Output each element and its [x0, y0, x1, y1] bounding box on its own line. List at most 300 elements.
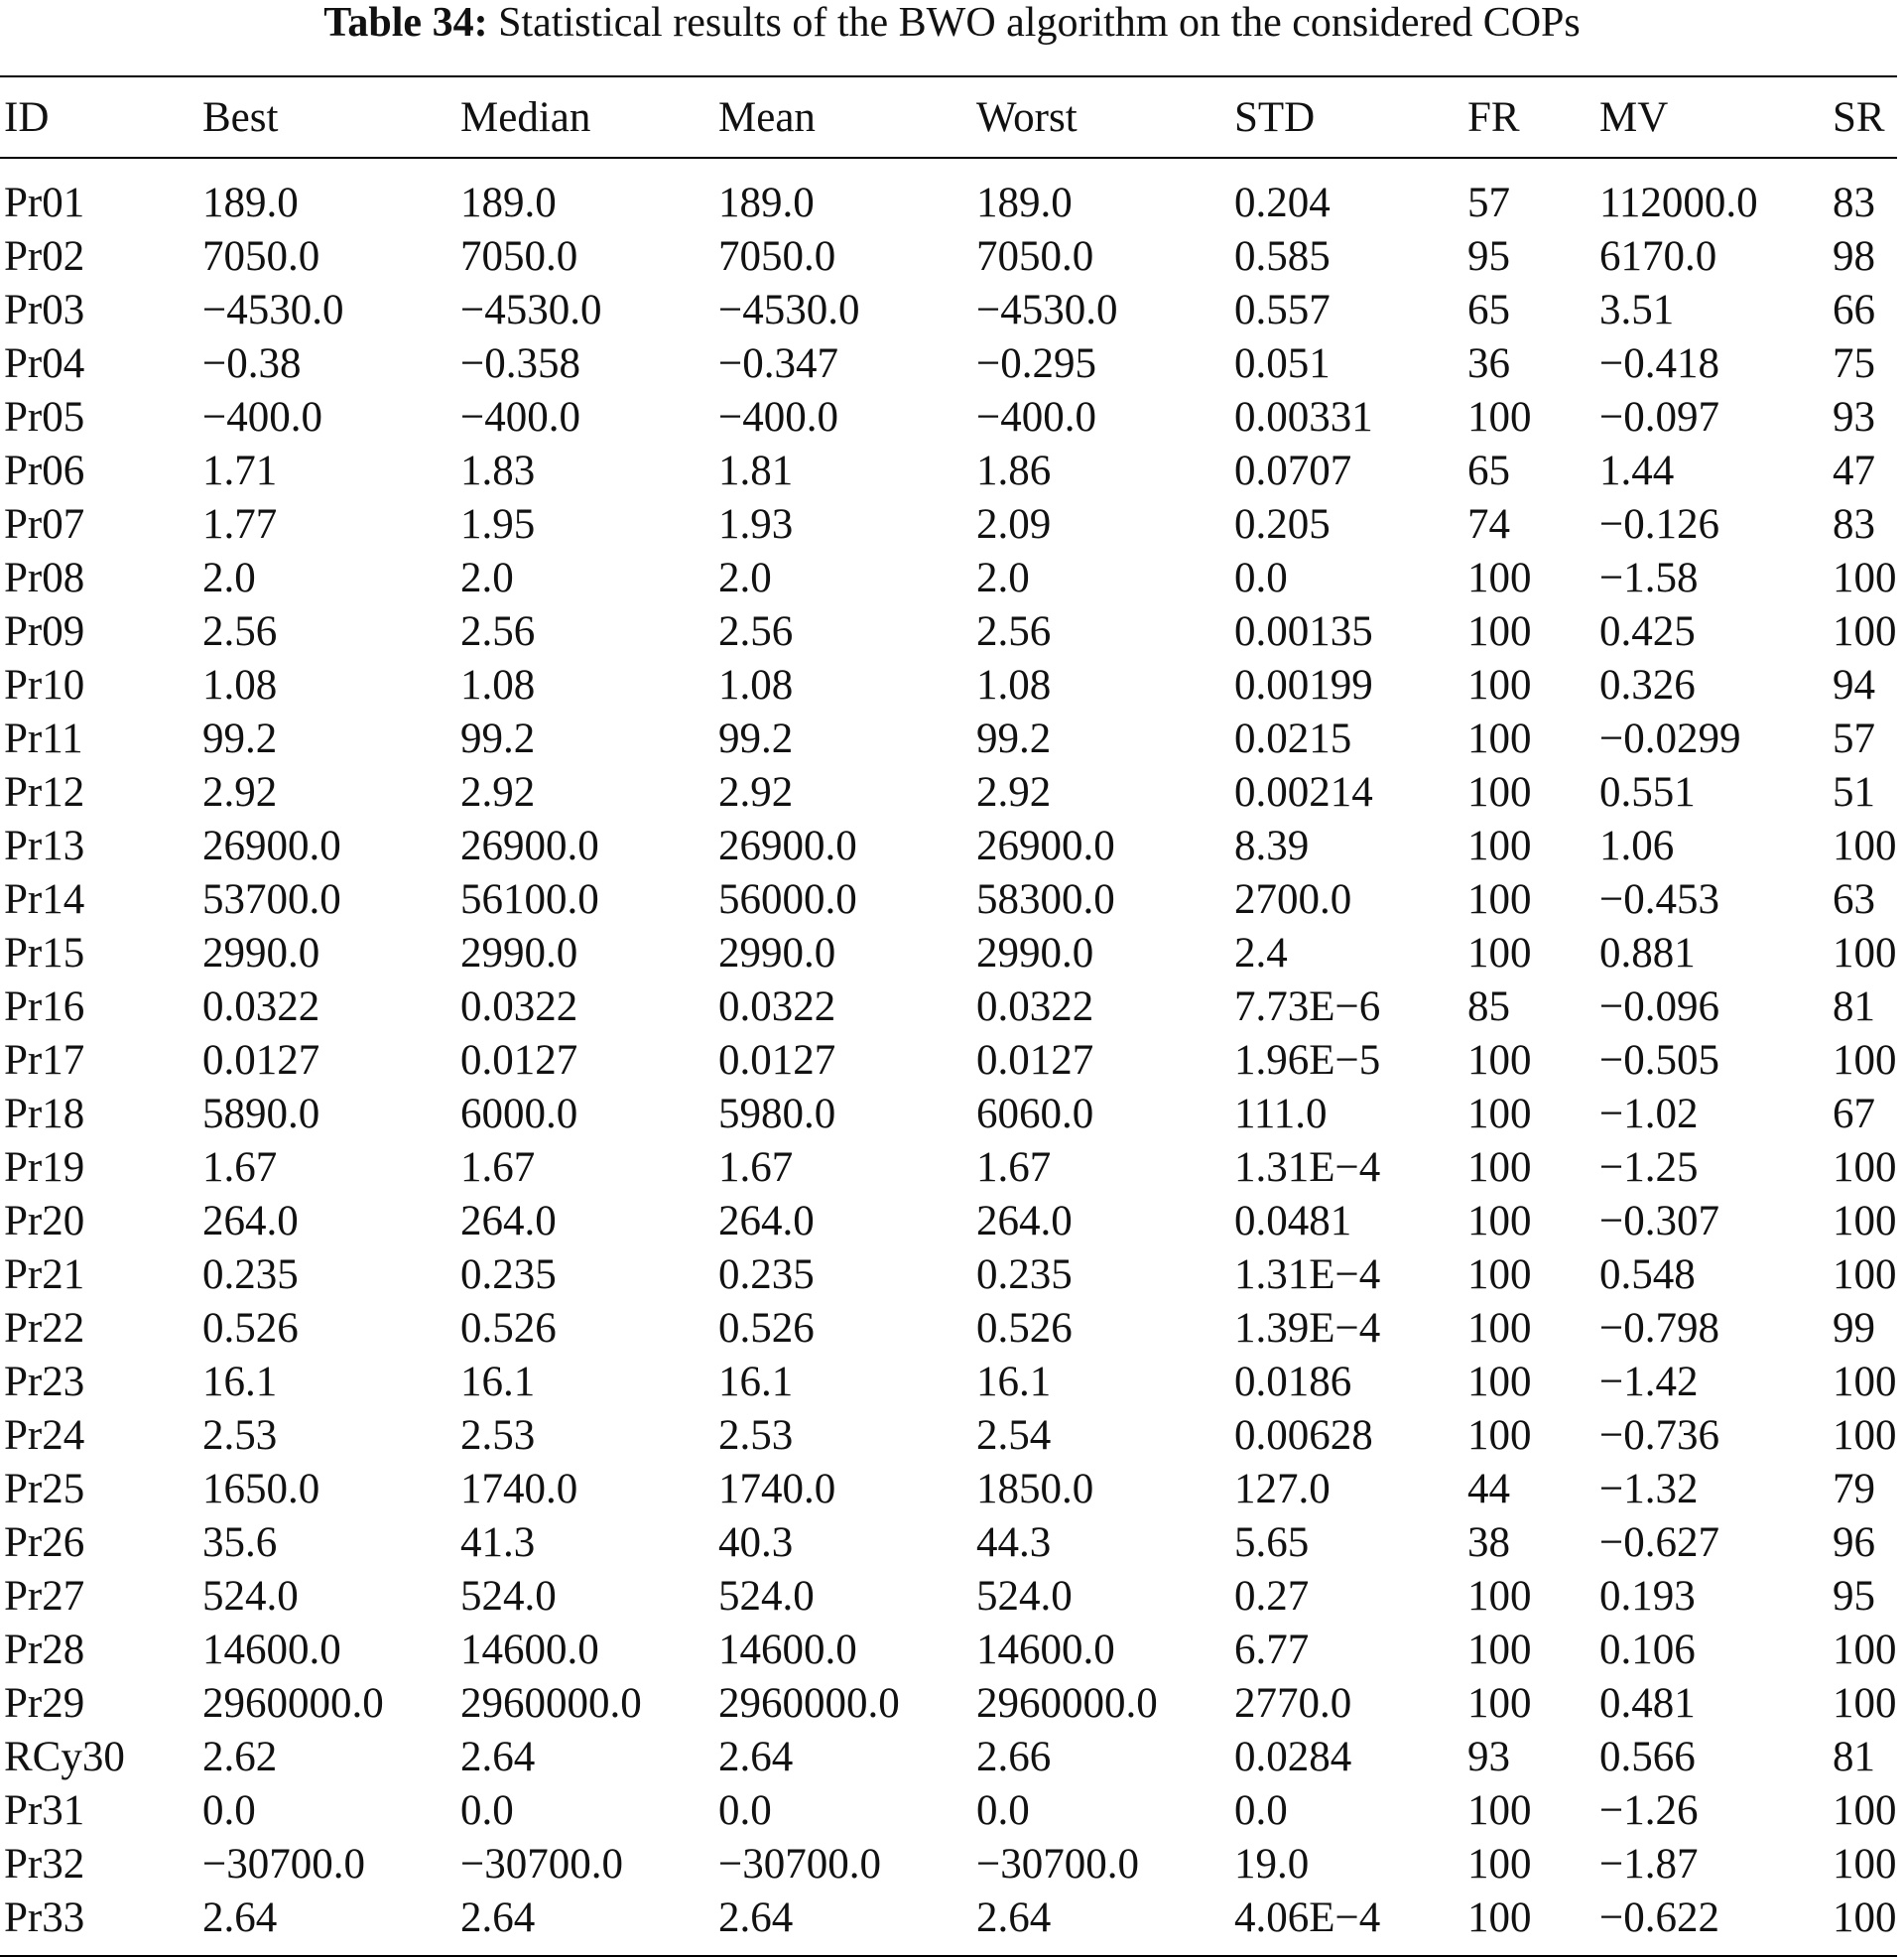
- cell-std: 111.0: [1234, 1091, 1328, 1137]
- cell-std: 1.96E−5: [1234, 1037, 1381, 1084]
- table-row: [0, 873, 1897, 927]
- table-row: [0, 1356, 1897, 1409]
- cell-id: Pr22: [4, 1305, 85, 1352]
- cell-fr: 100: [1467, 662, 1532, 709]
- cell-best: 2.0: [202, 555, 256, 601]
- cell-id: Pr12: [4, 769, 85, 816]
- cell-mean: 0.526: [718, 1305, 815, 1352]
- cell-id: Pr21: [4, 1251, 85, 1298]
- cell-best: 35.6: [202, 1519, 278, 1566]
- cell-id: RCy30: [4, 1734, 125, 1780]
- cell-fr: 57: [1467, 180, 1510, 226]
- cell-worst: 0.526: [976, 1305, 1073, 1352]
- cell-fr: 100: [1467, 1198, 1532, 1244]
- cell-sr: 100: [1833, 823, 1897, 869]
- cell-median: −30700.0: [460, 1841, 624, 1888]
- cell-mean: 5980.0: [718, 1091, 836, 1137]
- table-row: [0, 1248, 1897, 1302]
- cell-median: 26900.0: [460, 823, 599, 869]
- cell-sr: 99: [1833, 1305, 1875, 1352]
- cell-fr: 100: [1467, 1251, 1532, 1298]
- cell-median: 0.0322: [460, 983, 578, 1030]
- table-row: [0, 1302, 1897, 1356]
- cell-id: Pr29: [4, 1680, 85, 1727]
- cell-sr: 100: [1833, 1037, 1897, 1084]
- cell-best: 2990.0: [202, 930, 320, 977]
- cell-sr: 79: [1833, 1466, 1875, 1512]
- cell-std: 0.00214: [1234, 769, 1373, 816]
- cell-mv: 1.06: [1599, 823, 1675, 869]
- table-row: [0, 820, 1897, 873]
- cell-id: Pr09: [4, 608, 85, 655]
- cell-mean: 0.235: [718, 1251, 815, 1298]
- cell-fr: 65: [1467, 448, 1510, 494]
- cell-mv: 1.44: [1599, 448, 1675, 494]
- cell-worst: 1850.0: [976, 1466, 1094, 1512]
- cell-mean: 99.2: [718, 716, 794, 762]
- cell-sr: 95: [1833, 1573, 1875, 1620]
- cell-std: 0.00628: [1234, 1412, 1373, 1459]
- cell-best: 2960000.0: [202, 1680, 384, 1727]
- cell-id: Pr07: [4, 501, 85, 548]
- cell-fr: 74: [1467, 501, 1510, 548]
- cell-best: 53700.0: [202, 876, 341, 923]
- cell-mv: −0.307: [1599, 1198, 1720, 1244]
- cell-std: 6.77: [1234, 1627, 1310, 1673]
- cell-fr: 100: [1467, 1894, 1532, 1941]
- cell-fr: 85: [1467, 983, 1510, 1030]
- cell-worst: 2990.0: [976, 930, 1094, 977]
- cell-id: Pr11: [4, 716, 83, 762]
- cell-median: 7050.0: [460, 233, 578, 280]
- cell-mean: 14600.0: [718, 1627, 857, 1673]
- cell-sr: 100: [1833, 608, 1897, 655]
- cell-mv: −0.126: [1599, 501, 1720, 548]
- cell-mean: 189.0: [718, 180, 815, 226]
- cell-best: 14600.0: [202, 1627, 341, 1673]
- cell-std: 0.0284: [1234, 1734, 1352, 1780]
- cell-median: 2.56: [460, 608, 536, 655]
- cell-mean: 1.81: [718, 448, 794, 494]
- cell-sr: 100: [1833, 1627, 1897, 1673]
- cell-id: Pr27: [4, 1573, 85, 1620]
- cell-worst: 2.64: [976, 1894, 1052, 1941]
- cell-mv: 0.193: [1599, 1573, 1696, 1620]
- cell-id: Pr02: [4, 233, 85, 280]
- cell-std: 0.0481: [1234, 1198, 1352, 1244]
- cell-best: −4530.0: [202, 287, 344, 333]
- cell-mean: −4530.0: [718, 287, 860, 333]
- cell-median: 1.95: [460, 501, 536, 548]
- cell-id: Pr24: [4, 1412, 85, 1459]
- cell-fr: 100: [1467, 1787, 1532, 1834]
- cell-fr: 100: [1467, 1144, 1532, 1191]
- cell-std: 0.585: [1234, 233, 1331, 280]
- cell-id: Pr03: [4, 287, 85, 333]
- cell-worst: −0.295: [976, 340, 1097, 387]
- cell-sr: 100: [1833, 1680, 1897, 1727]
- cell-mean: 2.56: [718, 608, 794, 655]
- cell-worst: 2.66: [976, 1734, 1052, 1780]
- cell-best: −0.38: [202, 340, 302, 387]
- table-row: [0, 445, 1897, 498]
- header-row: [0, 76, 1897, 158]
- cell-worst: 264.0: [976, 1198, 1073, 1244]
- cell-mean: 40.3: [718, 1519, 794, 1566]
- cell-median: 0.235: [460, 1251, 557, 1298]
- cell-fr: 100: [1467, 930, 1532, 977]
- cell-sr: 66: [1833, 287, 1875, 333]
- table-row: [0, 605, 1897, 659]
- cell-sr: 51: [1833, 769, 1875, 816]
- cell-mean: 0.0127: [718, 1037, 836, 1084]
- cell-mv: −0.0299: [1599, 716, 1741, 762]
- cell-best: 1.67: [202, 1144, 278, 1191]
- cell-id: Pr15: [4, 930, 85, 977]
- cell-worst: 58300.0: [976, 876, 1115, 923]
- cell-sr: 100: [1833, 1412, 1897, 1459]
- cell-std: 127.0: [1234, 1466, 1331, 1512]
- cell-fr: 100: [1467, 555, 1532, 601]
- cell-mean: 16.1: [718, 1359, 794, 1405]
- cell-fr: 36: [1467, 340, 1510, 387]
- table-row: [0, 1088, 1897, 1141]
- cell-fr: 100: [1467, 1037, 1532, 1084]
- cell-mean: 1.08: [718, 662, 794, 709]
- cell-worst: −4530.0: [976, 287, 1118, 333]
- cell-fr: 100: [1467, 876, 1532, 923]
- cell-mv: −0.097: [1599, 394, 1720, 441]
- header-id: ID: [4, 93, 50, 141]
- cell-sr: 100: [1833, 1251, 1897, 1298]
- cell-fr: 100: [1467, 608, 1532, 655]
- table-header: [0, 76, 1897, 158]
- cell-median: 99.2: [460, 716, 536, 762]
- cell-sr: 100: [1833, 1144, 1897, 1191]
- cell-std: 0.051: [1234, 340, 1331, 387]
- cell-id: Pr26: [4, 1519, 85, 1566]
- cell-mv: −0.622: [1599, 1894, 1720, 1941]
- cell-fr: 100: [1467, 716, 1532, 762]
- cell-std: 4.06E−4: [1234, 1894, 1381, 1941]
- cell-std: 0.27: [1234, 1573, 1310, 1620]
- cell-id: Pr14: [4, 876, 85, 923]
- cell-std: 7.73E−6: [1234, 983, 1381, 1030]
- cell-best: 2.62: [202, 1734, 278, 1780]
- cell-best: 0.0127: [202, 1037, 320, 1084]
- cell-mv: 0.481: [1599, 1680, 1696, 1727]
- cell-mv: 6170.0: [1599, 233, 1717, 280]
- cell-mv: −0.798: [1599, 1305, 1720, 1352]
- cell-mv: −1.02: [1599, 1091, 1699, 1137]
- cell-fr: 100: [1467, 1359, 1532, 1405]
- header-fr: FR: [1467, 93, 1520, 141]
- cell-mv: −0.736: [1599, 1412, 1720, 1459]
- cell-mean: 2.64: [718, 1894, 794, 1941]
- cell-mean: 26900.0: [718, 823, 857, 869]
- cell-sr: 100: [1833, 1841, 1897, 1888]
- cell-mean: −30700.0: [718, 1841, 882, 1888]
- table-row: [0, 1034, 1897, 1088]
- cell-median: −4530.0: [460, 287, 602, 333]
- cell-median: 0.526: [460, 1305, 557, 1352]
- cell-median: 2.64: [460, 1894, 536, 1941]
- table-caption: [0, 0, 1904, 50]
- cell-worst: 2.0: [976, 555, 1030, 601]
- cell-mv: 0.326: [1599, 662, 1696, 709]
- cell-worst: 2.54: [976, 1412, 1052, 1459]
- cell-sr: 81: [1833, 983, 1875, 1030]
- cell-std: 0.0215: [1234, 716, 1352, 762]
- cell-fr: 100: [1467, 1573, 1532, 1620]
- cell-mv: −1.87: [1599, 1841, 1699, 1888]
- cell-median: 2.0: [460, 555, 514, 601]
- table-row: [0, 1516, 1897, 1570]
- cell-mv: 0.551: [1599, 769, 1696, 816]
- cell-median: 41.3: [460, 1519, 536, 1566]
- cell-fr: 100: [1467, 1627, 1532, 1673]
- cell-id: Pr05: [4, 394, 85, 441]
- table-row: [0, 659, 1897, 713]
- cell-fr: 100: [1467, 769, 1532, 816]
- cell-best: 2.92: [202, 769, 278, 816]
- cell-best: 1.71: [202, 448, 278, 494]
- cell-median: 1.08: [460, 662, 536, 709]
- header-best: Best: [202, 93, 279, 141]
- cell-best: 99.2: [202, 716, 278, 762]
- cell-id: Pr32: [4, 1841, 85, 1888]
- cell-sr: 100: [1833, 930, 1897, 977]
- cell-median: 2.53: [460, 1412, 536, 1459]
- cell-median: 1.83: [460, 448, 536, 494]
- cell-worst: 0.235: [976, 1251, 1073, 1298]
- cell-sr: 75: [1833, 340, 1875, 387]
- cell-mean: 7050.0: [718, 233, 836, 280]
- cell-best: 16.1: [202, 1359, 278, 1405]
- cell-sr: 47: [1833, 448, 1875, 494]
- table-body: [0, 158, 1897, 1956]
- cell-fr: 44: [1467, 1466, 1510, 1512]
- cell-mv: −0.505: [1599, 1037, 1720, 1084]
- cell-best: 1650.0: [202, 1466, 320, 1512]
- cell-id: Pr04: [4, 340, 85, 387]
- table-row: [0, 1677, 1897, 1731]
- header-worst: Worst: [976, 93, 1078, 141]
- table-row: [0, 1892, 1897, 1956]
- cell-median: 0.0: [460, 1787, 514, 1834]
- cell-mv: 0.425: [1599, 608, 1696, 655]
- cell-id: Pr23: [4, 1359, 85, 1405]
- cell-id: Pr28: [4, 1627, 85, 1673]
- cell-id: Pr18: [4, 1091, 85, 1137]
- table-row: [0, 713, 1897, 766]
- table-row: [0, 927, 1897, 980]
- cell-mean: 1.93: [718, 501, 794, 548]
- cell-std: 0.0186: [1234, 1359, 1352, 1405]
- cell-worst: 2.09: [976, 501, 1052, 548]
- cell-std: 0.00331: [1234, 394, 1373, 441]
- table-row: [0, 552, 1897, 605]
- cell-best: 7050.0: [202, 233, 320, 280]
- cell-std: 2700.0: [1234, 876, 1352, 923]
- cell-mean: 0.0: [718, 1787, 772, 1834]
- cell-median: −0.358: [460, 340, 581, 387]
- cell-std: 0.00135: [1234, 608, 1373, 655]
- cell-std: 0.204: [1234, 180, 1331, 226]
- cell-worst: 7050.0: [976, 233, 1094, 280]
- cell-std: 1.39E−4: [1234, 1305, 1381, 1352]
- cell-best: 189.0: [202, 180, 299, 226]
- header-median: Median: [460, 93, 591, 141]
- cell-worst: 6060.0: [976, 1091, 1094, 1137]
- cell-std: 0.557: [1234, 287, 1331, 333]
- cell-median: 2990.0: [460, 930, 578, 977]
- cell-fr: 65: [1467, 287, 1510, 333]
- table-row: [0, 1731, 1897, 1784]
- cell-median: 1740.0: [460, 1466, 578, 1512]
- cell-id: Pr01: [4, 180, 85, 226]
- cell-std: 0.0: [1234, 555, 1288, 601]
- header-mean: Mean: [718, 93, 816, 141]
- cell-sr: 98: [1833, 233, 1875, 280]
- cell-sr: 100: [1833, 1894, 1897, 1941]
- cell-mv: −1.32: [1599, 1466, 1699, 1512]
- cell-mv: 3.51: [1599, 287, 1675, 333]
- cell-median: 6000.0: [460, 1091, 578, 1137]
- table-row: [0, 337, 1897, 391]
- cell-best: 5890.0: [202, 1091, 320, 1137]
- cell-best: 0.0322: [202, 983, 320, 1030]
- cell-std: 0.0707: [1234, 448, 1352, 494]
- cell-worst: 0.0: [976, 1787, 1030, 1834]
- cell-mean: 2.0: [718, 555, 772, 601]
- cell-std: 1.31E−4: [1234, 1144, 1381, 1191]
- table-row: [0, 284, 1897, 337]
- cell-worst: 0.0127: [976, 1037, 1094, 1084]
- cell-std: 2.4: [1234, 930, 1288, 977]
- cell-median: 264.0: [460, 1198, 557, 1244]
- cell-sr: 83: [1833, 180, 1875, 226]
- cell-best: 524.0: [202, 1573, 299, 1620]
- cell-best: 1.77: [202, 501, 278, 548]
- cell-id: Pr16: [4, 983, 85, 1030]
- cell-median: 16.1: [460, 1359, 536, 1405]
- table-row: [0, 1409, 1897, 1463]
- cell-fr: 100: [1467, 394, 1532, 441]
- cell-best: 26900.0: [202, 823, 341, 869]
- cell-sr: 63: [1833, 876, 1875, 923]
- cell-mean: −0.347: [718, 340, 839, 387]
- cell-worst: 0.0322: [976, 983, 1094, 1030]
- cell-id: Pr17: [4, 1037, 85, 1084]
- cell-sr: 83: [1833, 501, 1875, 548]
- table-caption-label: Table 34:: [323, 0, 488, 46]
- cell-best: 2.56: [202, 608, 278, 655]
- cell-median: −400.0: [460, 394, 581, 441]
- cell-worst: 2.92: [976, 769, 1052, 816]
- cell-id: Pr25: [4, 1466, 85, 1512]
- cell-sr: 81: [1833, 1734, 1875, 1780]
- cell-std: 0.205: [1234, 501, 1331, 548]
- cell-id: Pr10: [4, 662, 85, 709]
- cell-mean: 1.67: [718, 1144, 794, 1191]
- cell-sr: 57: [1833, 716, 1875, 762]
- table-row: [0, 980, 1897, 1034]
- header-sr: SR: [1833, 93, 1885, 141]
- cell-best: −400.0: [202, 394, 323, 441]
- cell-best: 2.53: [202, 1412, 278, 1459]
- cell-median: 189.0: [460, 180, 557, 226]
- cell-std: 19.0: [1234, 1841, 1310, 1888]
- cell-median: 2960000.0: [460, 1680, 642, 1727]
- cell-id: Pr31: [4, 1787, 85, 1834]
- cell-std: 5.65: [1234, 1519, 1310, 1566]
- cell-mean: −400.0: [718, 394, 839, 441]
- cell-id: Pr06: [4, 448, 85, 494]
- cell-median: 1.67: [460, 1144, 536, 1191]
- cell-median: 0.0127: [460, 1037, 578, 1084]
- results-table: [0, 75, 1897, 1957]
- table-row: [0, 1838, 1897, 1892]
- cell-sr: 100: [1833, 1359, 1897, 1405]
- table-row: [0, 1784, 1897, 1838]
- cell-id: Pr08: [4, 555, 85, 601]
- cell-sr: 100: [1833, 1787, 1897, 1834]
- cell-mv: 112000.0: [1599, 180, 1758, 226]
- cell-mean: 2960000.0: [718, 1680, 900, 1727]
- table-caption-text: Statistical results of the BWO algorithm on the considered COPs: [498, 0, 1581, 46]
- cell-mv: −0.096: [1599, 983, 1720, 1030]
- cell-mv: 0.566: [1599, 1734, 1696, 1780]
- cell-mv: −1.42: [1599, 1359, 1699, 1405]
- cell-best: 264.0: [202, 1198, 299, 1244]
- cell-mean: 2990.0: [718, 930, 836, 977]
- cell-mean: 264.0: [718, 1198, 815, 1244]
- cell-best: 0.526: [202, 1305, 299, 1352]
- cell-best: 0.0: [202, 1787, 256, 1834]
- cell-id: Pr13: [4, 823, 85, 869]
- table-row: [0, 391, 1897, 445]
- cell-sr: 93: [1833, 394, 1875, 441]
- table-row: [0, 1624, 1897, 1677]
- cell-mv: −1.58: [1599, 555, 1699, 601]
- cell-mean: 1740.0: [718, 1466, 836, 1512]
- cell-fr: 100: [1467, 1091, 1532, 1137]
- cell-mv: 0.881: [1599, 930, 1696, 977]
- cell-sr: 100: [1833, 555, 1897, 601]
- cell-mean: 2.92: [718, 769, 794, 816]
- cell-worst: −400.0: [976, 394, 1097, 441]
- table-row: [0, 1570, 1897, 1624]
- table-row: [0, 766, 1897, 820]
- cell-std: 0.00199: [1234, 662, 1373, 709]
- cell-id: Pr20: [4, 1198, 85, 1244]
- cell-sr: 67: [1833, 1091, 1875, 1137]
- cell-fr: 95: [1467, 233, 1510, 280]
- cell-worst: 189.0: [976, 180, 1073, 226]
- cell-mv: −0.627: [1599, 1519, 1720, 1566]
- cell-worst: −30700.0: [976, 1841, 1140, 1888]
- cell-mv: 0.548: [1599, 1251, 1696, 1298]
- cell-worst: 1.86: [976, 448, 1052, 494]
- cell-sr: 96: [1833, 1519, 1875, 1566]
- cell-worst: 2.56: [976, 608, 1052, 655]
- cell-mean: 56000.0: [718, 876, 857, 923]
- cell-mv: −0.418: [1599, 340, 1720, 387]
- cell-worst: 1.08: [976, 662, 1052, 709]
- header-mv: MV: [1599, 93, 1669, 141]
- cell-fr: 100: [1467, 1412, 1532, 1459]
